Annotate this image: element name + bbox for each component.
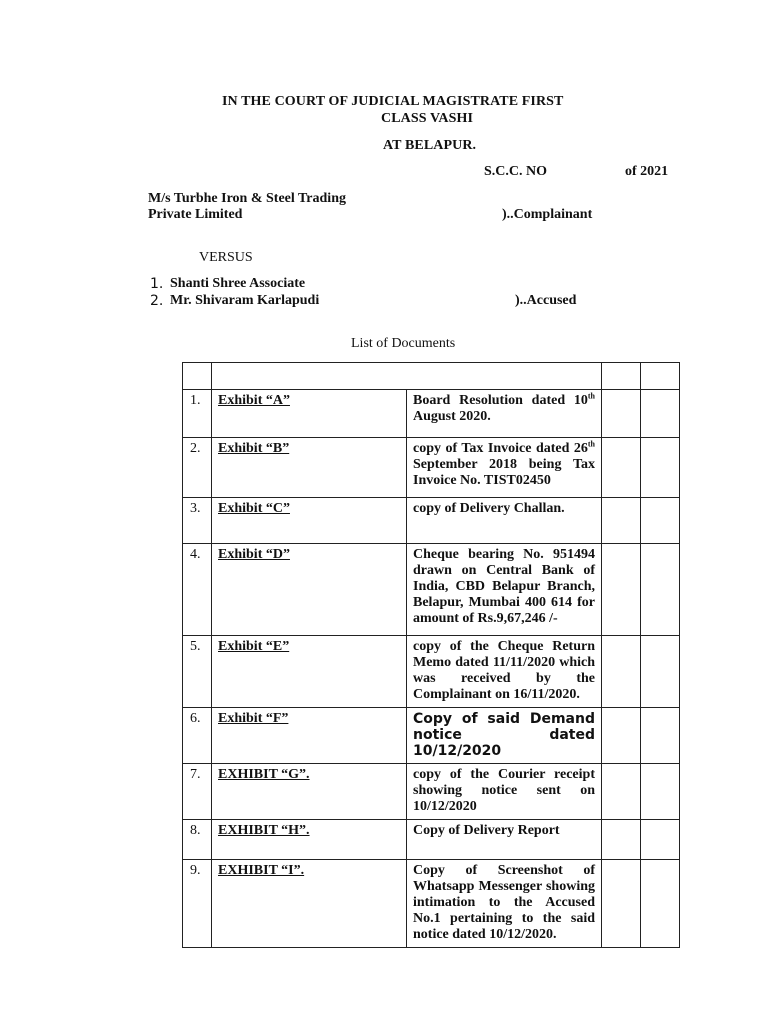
document-description: Copy of Screenshot of Whatsapp Messenger showing intimation to the Accused No.1 pertaining to the said notice dated 10/12/2020.	[407, 860, 602, 948]
court-name-line2: CLASS VASHI	[381, 111, 474, 126]
table-row	[183, 636, 680, 708]
empty-cell	[641, 708, 680, 764]
table-row	[183, 860, 680, 948]
empty-cell	[602, 636, 641, 708]
document-description: copy of the Cheque Return Memo dated 11/11/2020 which was received by the Complainant on 16/11/2020.	[407, 636, 602, 708]
empty-cell	[602, 708, 641, 764]
court-name-line1: IN THE COURT OF JUDICIAL MAGISTRATE FIRST	[222, 94, 564, 109]
table-row	[183, 708, 680, 764]
document-description	[407, 390, 602, 438]
documents-table	[182, 362, 680, 948]
header-cell	[183, 363, 212, 390]
exhibit-label: EXHIBIT “H”.	[212, 820, 407, 860]
empty-cell	[641, 544, 680, 636]
document-description: copy of Delivery Challan.	[407, 498, 602, 544]
empty-cell	[641, 860, 680, 948]
exhibit-label: Exhibit “A”	[212, 390, 407, 438]
document-description	[407, 438, 602, 498]
exhibit-label: Exhibit “C”	[212, 498, 407, 544]
row-number: 7.	[183, 764, 212, 820]
description-text-rest: August 2020.	[413, 409, 491, 424]
table-row	[183, 764, 680, 820]
exhibit-label: Exhibit “B”	[212, 438, 407, 498]
empty-cell	[602, 438, 641, 498]
row-number: 9.	[183, 860, 212, 948]
description-text: copy of Tax Invoice dated 26	[413, 441, 588, 456]
empty-cell	[641, 820, 680, 860]
empty-cell	[602, 820, 641, 860]
ordinal-suffix: th	[587, 391, 595, 401]
accused-role: )..Accused	[515, 293, 577, 308]
versus-label: VERSUS	[199, 250, 253, 265]
exhibit-label: Exhibit “E”	[212, 636, 407, 708]
header-cell	[641, 363, 680, 390]
description-text: Board Resolution dated 10	[413, 393, 588, 408]
empty-cell	[641, 438, 680, 498]
accused-1-name: Shanti Shree Associate	[170, 276, 306, 291]
row-number: 3.	[183, 498, 212, 544]
exhibit-label: EXHIBIT “G”.	[212, 764, 407, 820]
row-number: 1.	[183, 390, 212, 438]
empty-cell	[602, 860, 641, 948]
exhibit-label: Exhibit “F”	[212, 708, 407, 764]
table-header-row	[183, 363, 680, 390]
document-description: Copy of Delivery Report	[407, 820, 602, 860]
empty-cell	[602, 390, 641, 438]
complainant-name-line2: Private Limited	[148, 207, 243, 222]
table-row	[183, 498, 680, 544]
empty-cell	[641, 498, 680, 544]
court-place: AT BELAPUR.	[383, 138, 477, 153]
row-number: 6.	[183, 708, 212, 764]
exhibit-label: EXHIBIT “I”.	[212, 860, 407, 948]
table-row	[183, 438, 680, 498]
header-cell	[602, 363, 641, 390]
complainant-role: )..Complainant	[502, 207, 593, 222]
table-row	[183, 390, 680, 438]
empty-cell	[602, 544, 641, 636]
row-number: 2.	[183, 438, 212, 498]
exhibit-label: Exhibit “D”	[212, 544, 407, 636]
document-description: Cheque bearing No. 951494 drawn on Central Bank of India, CBD Belapur Branch, Belapur, Mumbai 400 614 for amount of Rs.9,67,246 /-	[407, 544, 602, 636]
header-cell	[212, 363, 602, 390]
row-number: 4.	[183, 544, 212, 636]
case-number-label: S.C.C. NO	[484, 164, 548, 179]
accused-2-number: 2.	[150, 293, 164, 309]
ordinal-suffix: th	[587, 439, 595, 449]
case-year: of 2021	[625, 164, 669, 179]
row-number: 5.	[183, 636, 212, 708]
document-description: Copy of said Demand notice dated 10/12/2020	[407, 708, 602, 764]
accused-1-number: 1.	[150, 276, 164, 292]
empty-cell	[641, 390, 680, 438]
empty-cell	[602, 498, 641, 544]
table-row	[183, 820, 680, 860]
description-text-rest: September 2018 being Tax Invoice No. TIST02450	[413, 457, 595, 488]
list-title: List of Documents	[351, 336, 456, 351]
complainant-name-line1: M/s Turbhe Iron & Steel Trading	[148, 191, 346, 206]
document-description: copy of the Courier receipt showing notice sent on 10/12/2020	[407, 764, 602, 820]
row-number: 8.	[183, 820, 212, 860]
empty-cell	[641, 764, 680, 820]
empty-cell	[641, 636, 680, 708]
table-row	[183, 544, 680, 636]
empty-cell	[602, 764, 641, 820]
accused-2-name: Mr. Shivaram Karlapudi	[170, 293, 320, 308]
